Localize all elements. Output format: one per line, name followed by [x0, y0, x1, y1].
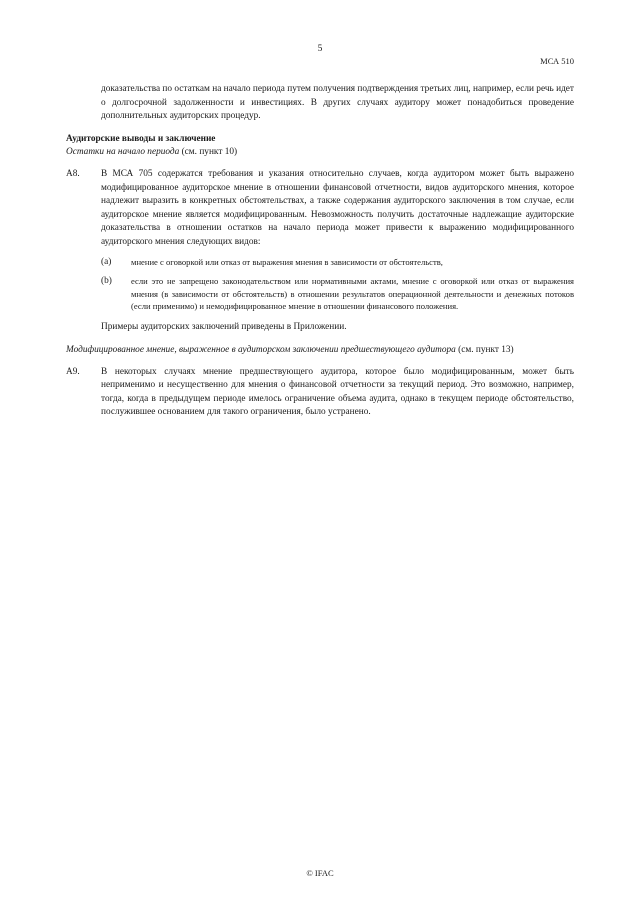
continuation-paragraph: доказательства по остаткам на начало периода путем получения подтверждения третьих лиц, например, если речь идет о долгосрочной задолженности и инвестициях. В других случаях аудитору может понадобиться проведение дополнительных аудиторских процедур. — [101, 84, 574, 122]
page-content — [66, 83, 574, 420]
footer-copyright: © IFAC — [306, 868, 334, 878]
subheading-title: Остатки на начало периода — [66, 147, 180, 158]
list-label: (a) — [101, 256, 112, 267]
list-label: (b) — [101, 276, 112, 287]
paragraph-a8 — [66, 168, 574, 335]
subheading-reference: (см. пункт 13) — [455, 344, 514, 355]
paragraph-text: В некоторых случаях мнение предшествующего аудитора, которое было модифицированным, может быть неприменимо и несущественно для мнения о финансовой отчетности за текущий период. Это возможно, например, тогда, когда в предыдущем периоде имелось ограничение объема аудита, однако в текущем периоде обстоятельство, послужившее основанием для такого ограничения, было устранено. — [101, 366, 574, 418]
running-head: МСА 510 — [540, 56, 574, 66]
subheading-reference: (см. пункт 10) — [179, 147, 238, 158]
paragraph-closing: Примеры аудиторских заключений приведены в Приложении. — [101, 322, 347, 333]
section-heading: Аудиторские выводы и заключение — [66, 133, 216, 144]
list-item-b — [101, 275, 574, 312]
paragraph-number: A8. — [66, 168, 80, 179]
paragraph-body — [101, 168, 574, 335]
list-item-a — [101, 256, 574, 270]
paragraph-text: В МСА 705 содержатся требования и указания относительно случаев, когда аудитором может быть выражено модифицированное аудиторское мнение в отношении финансовой отчетности, видов аудиторского мнения, которое надлежит выразить в конкретных обстоятельствах, а также содержания аудиторского заключения в том случае, если аудиторское мнение является модифицированным. Невозможность получить достаточные надлежащие аудиторские доказательства в отношении остатков на начало периода может привести к выражению модифицированного аудиторского мнения следующих видов: — [101, 168, 574, 247]
page-number: 5 — [317, 44, 323, 54]
paragraph-number: A9. — [66, 366, 80, 377]
subheading-title: Модифицированное мнение, выраженное в аудиторском заключении предшествующего аудитора — [66, 344, 456, 355]
subheading-opening-balances — [66, 146, 574, 160]
paragraph-a9 — [66, 366, 574, 420]
subheading-modified-opinion — [66, 344, 574, 358]
list-text: мнение с оговоркой или отказ от выражения мнения в зависимости от обстоятельств, — [131, 256, 443, 267]
list-text: если это не запрещено законодательством или нормативными актами, мнение с оговоркой или отказ от выражения мнения (в зависимости от обстоятельств) в отношении результатов операционной деятельности и денежных потоков (если применимо) и немодифицированное мнение в отношении финансового положения. — [131, 276, 574, 311]
